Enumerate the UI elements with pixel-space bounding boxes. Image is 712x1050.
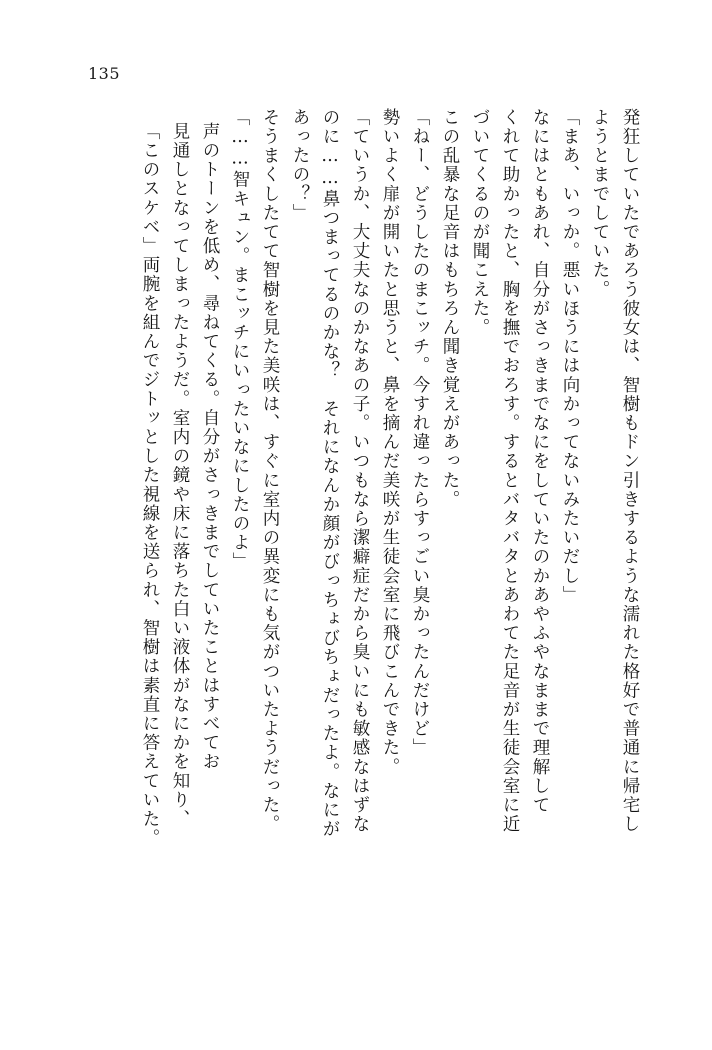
text-column: 見通しとなってしまったようだ。室内の鏡や床に落ちた白い液体がなにかを知り、: [170, 122, 190, 829]
text-column: づいてくるのが聞こえた。: [470, 108, 490, 338]
text-column: 「ていうか、大丈夫なのかなあの子。いつもなら潔癖症だから臭いにも敏感なはずな: [350, 108, 370, 834]
text-column: 「まあ、いっか。悪いほうには向かってないみたいだし」: [560, 108, 580, 605]
text-column: 「ねー、どうしたのまこッチ。今すれ違ったらすっごい臭かったんだけど」: [410, 108, 430, 758]
page-number: 135: [88, 64, 121, 83]
text-column: 勢いよく扉が開いたと思うと、鼻を摘んだ美咲が生徒会室に飛びこんできた。: [380, 108, 400, 777]
text-column: 「このスケベ」両腕を組んでジトッとした視線を送られ、智樹は素直に答えていた。: [140, 122, 160, 848]
text-column: のに……鼻つまってるのかな？ それになんか顔がびっちょびちょだったよ。なにが: [320, 108, 340, 839]
text-column: くれて助かったと、胸を撫でおろす。するとバタバタとあわてた足音が生徒会室に近: [500, 108, 520, 834]
text-column: なにはともあれ、自分がさっきまでなにをしていたのかあやふやなままで理解して: [530, 108, 550, 815]
vertical-text-body: [60, 108, 638, 960]
text-column: 発狂していたであろう彼女は、智樹もドン引きするような濡れた格好で普通に帰宅し: [620, 108, 640, 834]
text-column: この乱暴な足音はもちろん聞き覚えがあった。: [440, 108, 460, 510]
text-column: そうまくしたてて智樹を見た美咲は、すぐに室内の異変にも気がついたようだった。: [260, 108, 280, 834]
text-column: 「……智キュン。まこッチにいったいなにしたのよ」: [230, 108, 250, 572]
text-column: あったの？」: [290, 108, 310, 223]
text-column: 声のトーンを低め、尋ねてくる。自分がさっきまでしていたことはすべてお: [200, 122, 220, 772]
text-column: ようとまでしていた。: [590, 108, 610, 299]
